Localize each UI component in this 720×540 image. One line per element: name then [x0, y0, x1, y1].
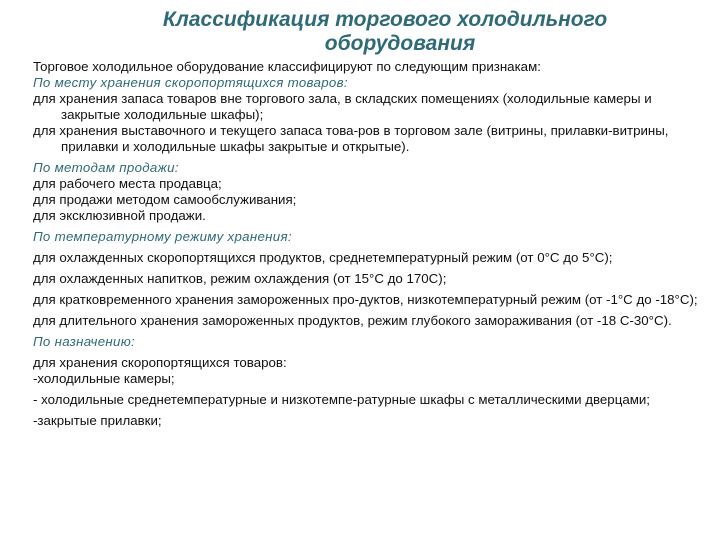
list-item: для эксклюзивной продажи. [33, 208, 206, 223]
section-heading-temp-mode: По температурному режиму хранения: [33, 229, 292, 244]
list-item: для кратковременного хранения замороженных про-дуктов, низкотемпературный режим (от -1°С до -18°С); [33, 292, 698, 307]
section-heading-sales-method: По методам продажи: [33, 160, 179, 175]
intro-text: Торговое холодильное оборудование классифицируют по следующим признакам: [33, 59, 541, 74]
list-item: для продажи методом самообслуживания; [33, 192, 297, 207]
page-title [0, 8, 720, 56]
list-item: для рабочего места продавца; [33, 176, 222, 191]
list-item: для длительного хранения замороженных продуктов, режим глубокого замораживания (от -18 С-30°С). [33, 313, 672, 328]
section-heading-storage-place: По месту хранения скоропортящихся товаров: [33, 75, 348, 90]
list-item: для охлажденных скоропортящихся продуктов, среднетемпературный режим (от 0°С до 5°С); [33, 250, 613, 265]
list-item: для хранения выставочного и текущего запаса това-ров в торговом зале (витрины, прилавки-витрины, прилавки и холодильные шкафы закрытые и открытые). [33, 123, 669, 154]
list-item: для хранения запаса товаров вне торгового зала, в складских помещениях (холодильные камеры и закрытые холодильные шкафы); [33, 91, 652, 122]
list-item: -закрытые прилавки; [33, 413, 162, 428]
list-item: -холодильные камеры; [33, 371, 175, 386]
section-heading-purpose: По назначению: [33, 334, 136, 349]
document-body [33, 59, 703, 429]
list-item: для охлажденных напитков, режим охлаждения (от 15°С до 170С); [33, 271, 447, 286]
list-item: - холодильные среднетемпературные и низкотемпе-ратурные шкафы с металлическими дверцами; [33, 392, 650, 407]
list-item: для хранения скоропортящихся товаров: [33, 355, 287, 370]
title-line-2: оборудования [324, 32, 476, 55]
title-line-1: Классификация торгового холодильного [162, 8, 608, 31]
